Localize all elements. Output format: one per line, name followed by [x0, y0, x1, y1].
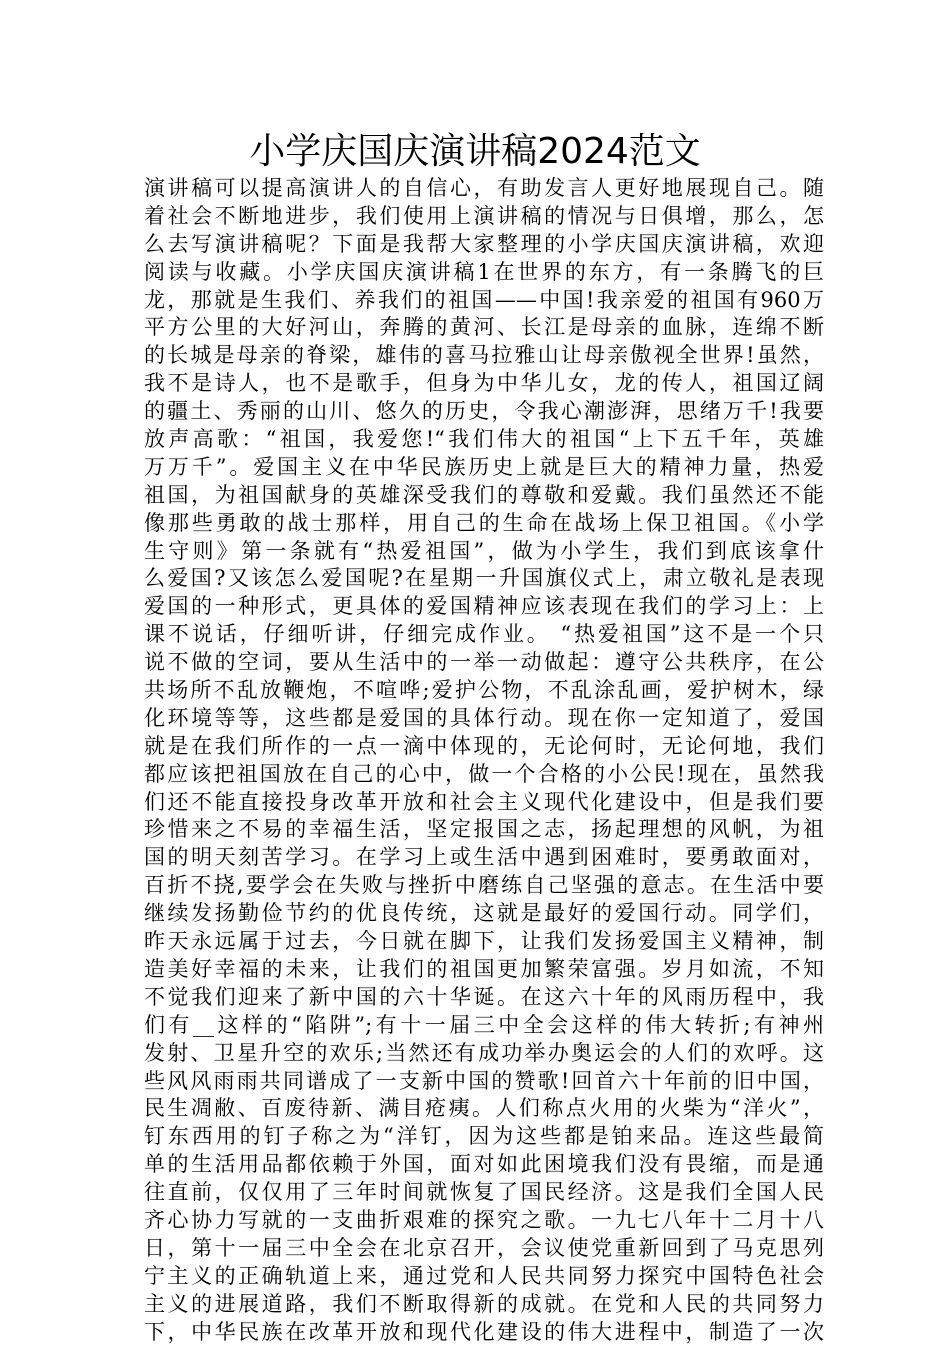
body-line: 单的生活用品都依赖于外国，面对如此困境我们没有畏缩，而是通 [144, 1152, 824, 1177]
body-line: 平方公里的大好河山，奔腾的黄河、长江是母亲的血脉，连绵不断 [144, 315, 824, 340]
body-line: 些风风雨雨共同谱成了一支新中国的赞歌!回首六十年前的旧中国， [144, 1068, 824, 1093]
body-line: 共场所不乱放鞭炮，不喧哗;爱护公物，不乱涂乱画，爱护树木，绿 [144, 678, 824, 703]
body-line: 下，中华民族在改革开放和现代化建设的伟大进程中，制造了一次 [144, 1319, 824, 1344]
body-line: 造美好幸福的未来，让我们的祖国更加繁荣富强。岁月如流，不知 [144, 956, 824, 981]
body-line: 继续发扬勤俭节约的优良传统，这就是最好的爱国行动。同学们， [144, 901, 824, 926]
body-line: 像那些勇敢的战士那样，用自己的生命在战场上保卫祖国。《小学 [144, 510, 824, 535]
body-line: 龙，那就是生我们、养我们的祖国——中国!我亲爱的祖国有960万 [144, 287, 824, 312]
body-line: 演讲稿可以提高演讲人的自信心，有助发言人更好地展现自己。随 [144, 176, 824, 200]
body-line: 主义的进展道路，我们不断取得新的成就。在党和人民的共同努力 [144, 1291, 824, 1316]
body-line: 不觉我们迎来了新中国的六十华诞。在这六十年的风雨历程中，我 [144, 984, 824, 1009]
body-line: 着社会不断地进步，我们使用上演讲稿的情况与日俱增，那么，怎 [144, 203, 824, 228]
body-line: 钉东西用的钉子称之为“洋钉，因为这些都是铂来品。连这些最简 [144, 1124, 824, 1149]
body-line: 都应该把祖国放在自己的心中，做一个合格的小公民!现在，虽然我 [144, 761, 824, 786]
document-body [144, 175, 824, 1346]
body-line: 昨天永远属于过去，今日就在脚下，让我们发扬爱国主义精神，制 [144, 929, 824, 954]
body-line: 百折不挠,要学会在失败与挫折中磨练自己坚强的意志。在生活中要 [144, 873, 824, 898]
body-line: 发射、卫星升空的欢乐;当然还有成功举办奥运会的人们的欢呼。这 [144, 1040, 824, 1065]
body-line: 就是在我们所作的一点一滴中体现的，无论何时，无论何地，我们 [144, 733, 824, 758]
body-line: 万万千”。爱国主义在中华民族历史上就是巨大的精神力量，热爱 [144, 454, 824, 479]
body-line: 阅读与收藏。小学庆国庆演讲稿1在世界的东方，有一条腾飞的巨 [144, 259, 824, 284]
body-line: 说不做的空词，要从生活中的一举一动做起：遵守公共秩序，在公 [144, 650, 824, 675]
body-line: 我不是诗人，也不是歌手，但身为中华儿女，龙的传人，祖国辽阔 [144, 371, 824, 396]
body-line: 祖国，为祖国献身的英雄深受我们的尊敬和爱戴。我们虽然还不能 [144, 482, 824, 507]
body-line: 珍惜来之不易的幸福生活，坚定报国之志，扬起理想的风帆，为祖 [144, 817, 824, 842]
body-line: 们有__这样的“陷阱”;有十一届三中全会这样的伟大转折;有神州 [144, 1012, 824, 1037]
body-line: 宁主义的正确轨道上来，通过党和人民共同努力探究中国特色社会 [144, 1263, 824, 1288]
body-line: 放声高歌：“祖国，我爱您!“我们伟大的祖国“上下五千年，英雄 [144, 427, 824, 452]
body-line: 化环境等等，这些都是爱国的具体行动。现在你一定知道了，爱国 [144, 705, 824, 730]
body-line: 么去写演讲稿呢？下面是我帮大家整理的小学庆国庆演讲稿，欢迎 [144, 231, 824, 256]
body-line: 课不说话，仔细听讲，仔细完成作业。 “热爱祖国”这不是一个只 [144, 622, 824, 647]
body-line: 日，第十一届三中全会在北京召开，会议使党重新回到了马克思列 [144, 1235, 824, 1260]
body-line: 生守则》第一条就有“热爱祖国”，做为小学生，我们到底该拿什 [144, 538, 824, 563]
body-line: 国的明天刻苦学习。在学习上或生活中遇到困难时，要勇敢面对， [144, 845, 824, 870]
body-line: 的长城是母亲的脊梁，雄伟的喜马拉雅山让母亲傲视全世界!虽然， [144, 343, 824, 368]
body-line: 们还不能直接投身改革开放和社会主义现代化建设中，但是我们要 [144, 789, 824, 814]
body-line: 么爱国?又该怎么爱国呢?在星期一升国旗仪式上，肃立敬礼是表现 [144, 566, 824, 591]
body-line: 齐心协力写就的一支曲折艰难的探究之歌。一九七八年十二月十八 [144, 1207, 824, 1232]
document-title: 小学庆国庆演讲稿2024范文 [249, 131, 701, 172]
body-line: 民生凋敝、百废待新、满目疮痍。人们称点火用的火柴为“洋火”， [144, 1096, 824, 1121]
body-line: 爱国的一种形式，更具体的爱国精神应该表现在我们的学习上：上 [144, 594, 824, 619]
body-line: 往直前，仅仅用了三年时间就恢复了国民经济。这是我们全国人民 [144, 1180, 824, 1205]
body-line: 的疆土、秀丽的山川、悠久的历史，令我心潮澎湃，思绪万千!我要 [144, 399, 824, 424]
